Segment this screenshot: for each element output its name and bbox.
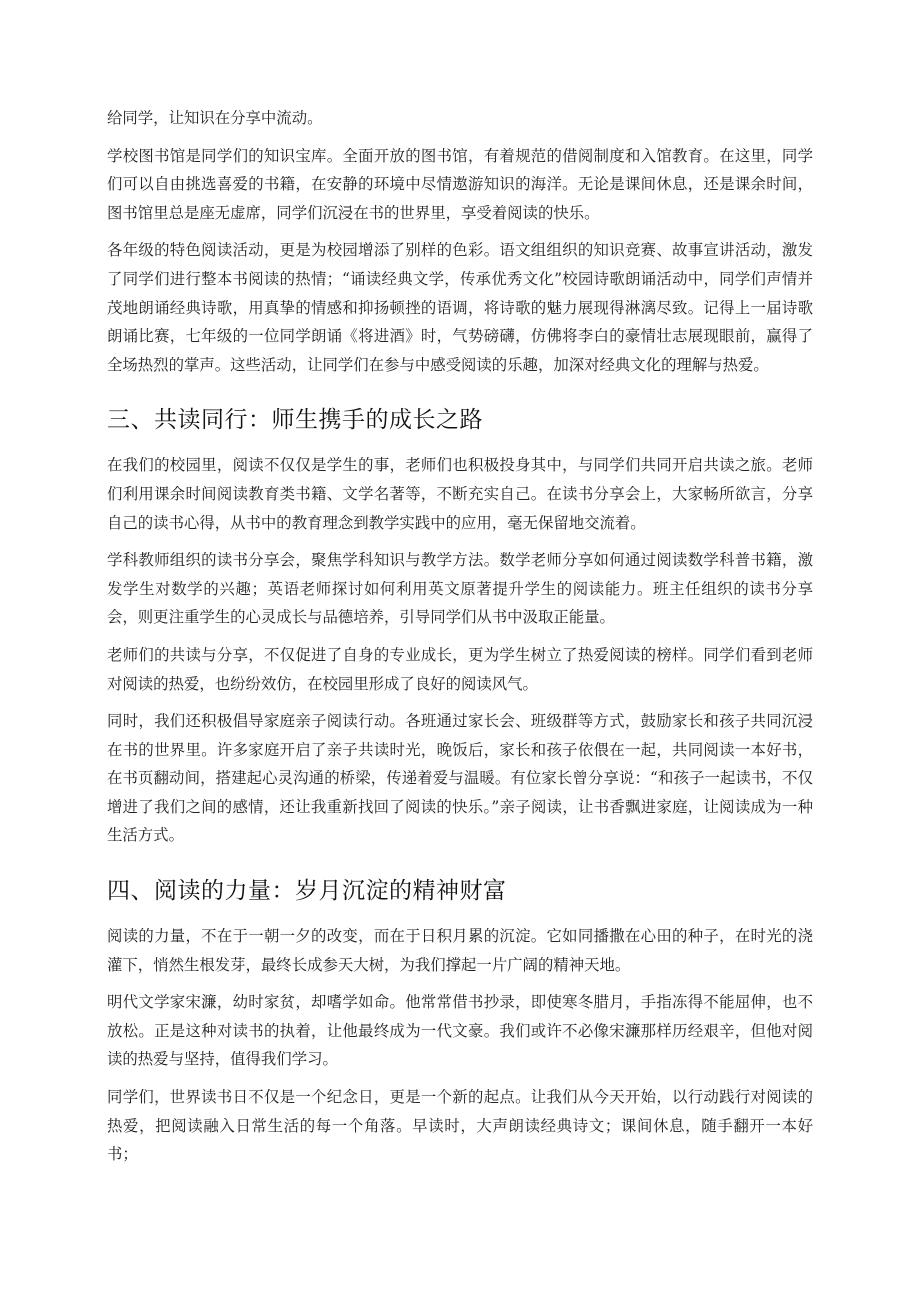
body-paragraph: 阅读的力量，不在于一朝一夕的改变，而在于日积月累的沉淀。它如同播撒在心田的种子，在时光的浇灌下，悄然生根发芽，最终长成参天大树，为我们撑起一片广阔的精神天地。: [107, 927, 813, 974]
body-paragraph: 同学们，世界读书日不仅是一个纪念日，更是一个新的起点。让我们从今天开始，以行动践行对阅读的热爱，把阅读融入日常生活的每一个角落。早读时，大声朗读经典诗文；课间休息，随手翻开一本好书；: [107, 1088, 813, 1164]
body-paragraph: 学校图书馆是同学们的知识宝库。全面开放的图书馆，有着规范的借阅制度和入馆教育。在这里，同学们可以自由挑选喜爱的书籍，在安静的环境中尽情遨游知识的海洋。无论是课间休息，还是课余时间，图书馆里总是座无虚席，同学们沉浸在书的世界里，享受着阅读的快乐。: [107, 146, 813, 222]
document-page: [107, 104, 813, 1169]
body-paragraph: 明代文学家宋濂，幼时家贫，却嗜学如命。他常常借书抄录，即使寒冬腊月，手指冻得不能屈伸，也不放松。正是这种对读书的执着，让他最终成为一代文豪。我们或许不必像宋濂那样历经艰辛，但他对阅读的热爱与坚持，值得我们学习。: [107, 993, 813, 1069]
section-heading: 三、共读同行：师生携手的成长之路: [107, 407, 483, 434]
body-paragraph: 各年级的特色阅读活动，更是为校园增添了别样的色彩。语文组组织的知识竞赛、故事宣讲活动，激发了同学们进行整本书阅读的热情；“诵读经典文学，传承优秀文化”校园诗歌朗诵活动中，同学们声情并茂地朗诵经典诗歌，用真挚的情感和抑扬顿挫的语调，将诗歌的魅力展现得淋漓尽致。记得上一届诗歌朗诵比赛，七年级的一位同学朗诵《将进酒》时，气势磅礴，仿佛将李白的豪情壮志展现眼前，赢得了全场热烈的掌声。这些活动，让同学们在参与中感受阅读的乐趣，加深对经典文化的理解与热爱。: [107, 241, 813, 374]
section-three-body: [107, 451, 813, 850]
body-paragraph: 在我们的校园里，阅读不仅仅是学生的事，老师们也积极投身其中，与同学们共同开启共读之旅。老师们利用课余时间阅读教育类书籍、文学名著等，不断充实自己。在读书分享会上，大家畅所欲言，分享自己的读书心得，从书中的教育理念到教学实践中的应用，毫无保留地交流着。: [107, 456, 813, 532]
intro-section: [107, 104, 813, 379]
section-heading: 四、阅读的力量：岁月沉淀的精神财富: [107, 878, 507, 905]
body-paragraph: 同时，我们还积极倡导家庭亲子阅读行动。各班通过家长会、班级群等方式，鼓励家长和孩子共同沉浸在书的世界里。许多家庭开启了亲子共读时光，晚饭后，家长和孩子依偎在一起，共同阅读一本好书，在书页翻动间，搭建起心灵沟通的桥梁，传递着爱与温暖。有位家长曾分享说：“和孩子一起读书，不仅增进了我们之间的感情，还让我重新找回了阅读的快乐。”亲子阅读，让书香飘进家庭，让阅读成为一种生活方式。: [107, 712, 813, 845]
body-paragraph: 学科教师组织的读书分享会，聚焦学科知识与教学方法。数学老师分享如何通过阅读数学科普书籍，激发学生对数学的兴趣；英语老师探讨如何利用英文原著提升学生的阅读能力。班主任组织的读书分享会，则更注重学生的心灵成长与品德培养，引导同学们从书中汲取正能量。: [107, 551, 813, 627]
body-paragraph: 老师们的共读与分享，不仅促进了自身的专业成长，更为学生树立了热爱阅读的榜样。同学们看到老师对阅读的热爱，也纷纷效仿，在校园里形成了良好的阅读风气。: [107, 645, 813, 693]
body-paragraph: 给同学，让知识在分享中流动。: [107, 109, 323, 127]
section-four-body: [107, 922, 813, 1169]
